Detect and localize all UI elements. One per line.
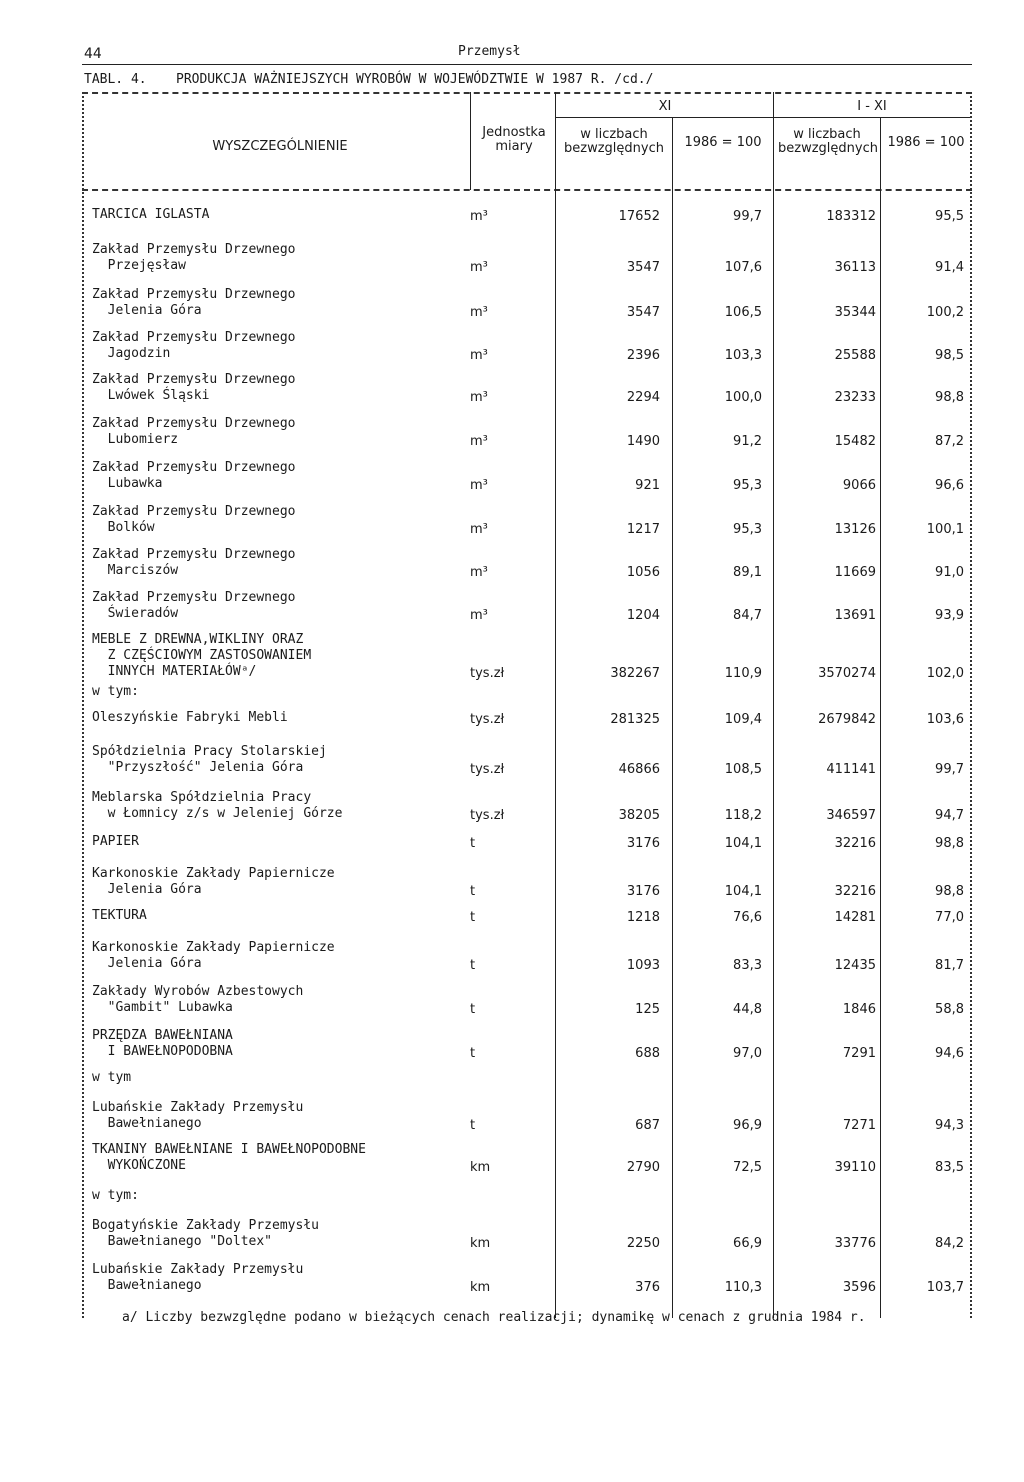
row-xi-dynamics: 103,3 xyxy=(724,348,762,363)
row-cumulative-absolute: 411141 xyxy=(826,762,876,777)
row-unit: m³ xyxy=(470,260,488,275)
table-caption-label: TABL. 4. xyxy=(84,72,147,87)
row-cumulative-absolute: 3570274 xyxy=(818,666,876,681)
row-xi-dynamics: 76,6 xyxy=(733,910,762,925)
col-sep-desc xyxy=(470,92,471,190)
row-unit: tys.zł xyxy=(470,666,505,681)
row-cumulative-dynamics: 100,2 xyxy=(926,305,964,320)
row-cumulative-dynamics: 91,0 xyxy=(935,565,964,580)
table-row xyxy=(0,790,1024,834)
table-row xyxy=(0,460,1024,504)
row-unit: tys.zł xyxy=(470,762,505,777)
row-unit: t xyxy=(470,1002,476,1017)
row-unit: m³ xyxy=(470,434,488,449)
row-xi-absolute: 1093 xyxy=(626,958,660,973)
row-xi-absolute: 382267 xyxy=(610,666,660,681)
table-row xyxy=(0,547,1024,591)
row-xi-absolute: 281325 xyxy=(610,712,660,727)
row-xi-absolute: 2790 xyxy=(626,1160,660,1175)
row-unit: m³ xyxy=(470,348,488,363)
row-cumulative-dynamics: 77,0 xyxy=(935,910,964,925)
row-xi-dynamics: 110,9 xyxy=(724,666,762,681)
row-label: Zakład Przemysłu Drzewnego Lubomierz xyxy=(92,416,296,447)
row-cumulative-dynamics: 103,6 xyxy=(926,712,964,727)
row-unit: t xyxy=(470,910,476,925)
row-xi-dynamics: 89,1 xyxy=(733,565,762,580)
row-unit: t xyxy=(470,884,476,899)
row-xi-dynamics: 107,6 xyxy=(724,260,762,275)
row-xi-absolute: 376 xyxy=(635,1280,660,1295)
row-label: Zakład Przemysłu Drzewnego Lubawka xyxy=(92,460,296,491)
table-row xyxy=(0,1142,1024,1186)
header-unit: Jednostka miary xyxy=(482,125,546,154)
row-xi-absolute: 921 xyxy=(635,478,660,493)
row-unit: t xyxy=(470,836,476,851)
row-cumulative-absolute: 12435 xyxy=(834,958,876,973)
footnote: a/ Liczby bezwzględne podano w bieżących cenach realizacji; dynamikę w cenach z grudnia 1984 r. xyxy=(122,1310,866,1325)
row-xi-dynamics: 83,3 xyxy=(733,958,762,973)
table-row xyxy=(0,416,1024,460)
row-cumulative-dynamics: 87,2 xyxy=(935,434,964,449)
row-cumulative-dynamics: 103,7 xyxy=(926,1280,964,1295)
row-unit: m³ xyxy=(470,209,488,224)
row-xi-absolute: 17652 xyxy=(618,209,660,224)
row-cumulative-dynamics: 99,7 xyxy=(935,762,964,777)
row-label: Zakład Przemysłu Drzewnego Przejęsław xyxy=(92,242,296,273)
header-top-rule xyxy=(82,92,972,94)
row-unit: t xyxy=(470,1046,476,1061)
row-xi-absolute: 3547 xyxy=(626,260,660,275)
period-rule xyxy=(556,117,970,118)
row-xi-dynamics: 95,3 xyxy=(733,478,762,493)
row-label: Zakład Przemysłu Drzewnego Jagodzin xyxy=(92,330,296,361)
row-cumulative-dynamics: 81,7 xyxy=(935,958,964,973)
row-label: TKANINY BAWEŁNIANE I BAWEŁNOPODOBNE WYKOŃCZONE xyxy=(92,1142,366,1173)
row-cumulative-absolute: 33776 xyxy=(834,1236,876,1251)
row-cumulative-absolute: 13691 xyxy=(834,608,876,623)
row-xi-dynamics: 95,3 xyxy=(733,522,762,537)
header-dyn-cum: 1986 = 100 xyxy=(887,135,965,150)
row-label: PRZĘDZA BAWEŁNIANA I BAWEŁNOPODOBNA xyxy=(92,1028,233,1059)
row-label: Lubańskie Zakłady Przemysłu Bawełnianego xyxy=(92,1262,304,1293)
table-row xyxy=(0,940,1024,984)
row-label: Oleszyńskie Fabryki Mebli xyxy=(92,710,288,725)
row-cumulative-absolute: 7271 xyxy=(842,1118,876,1133)
table-row xyxy=(0,504,1024,548)
row-label: Karkonoskie Zakłady Papiernicze Jelenia Góra xyxy=(92,866,335,897)
row-cumulative-dynamics: 98,8 xyxy=(935,390,964,405)
table-row xyxy=(0,242,1024,286)
row-unit: m³ xyxy=(470,565,488,580)
row-cumulative-absolute: 39110 xyxy=(834,1160,876,1175)
row-cumulative-dynamics: 98,8 xyxy=(935,884,964,899)
row-xi-dynamics: 97,0 xyxy=(733,1046,762,1061)
row-xi-dynamics: 66,9 xyxy=(733,1236,762,1251)
row-cumulative-dynamics: 95,5 xyxy=(935,209,964,224)
table-row xyxy=(0,866,1024,910)
header-dyn-xi: 1986 = 100 xyxy=(684,135,762,150)
table-row xyxy=(0,632,1024,681)
row-cumulative-absolute: 35344 xyxy=(834,305,876,320)
row-xi-absolute: 1056 xyxy=(626,565,660,580)
row-cumulative-absolute: 2679842 xyxy=(818,712,876,727)
row-cumulative-absolute: 15482 xyxy=(834,434,876,449)
row-unit: km xyxy=(470,1280,491,1295)
row-xi-absolute: 3547 xyxy=(626,305,660,320)
row-label: Bogatyńskie Zakłady Przemysłu Bawełnianego "Doltex" xyxy=(92,1218,319,1249)
row-xi-absolute: 3176 xyxy=(626,884,660,899)
table-row xyxy=(0,330,1024,374)
row-label: MEBLE Z DREWNA,WIKLINY ORAZ Z CZĘŚCIOWYM ZASTOSOWANIEM INNYCH MATERIAŁÓWᵃ/ xyxy=(92,632,312,679)
row-xi-dynamics: 108,5 xyxy=(724,762,762,777)
row-cumulative-dynamics: 58,8 xyxy=(935,1002,964,1017)
row-label: Zakład Przemysłu Drzewnego Bolków xyxy=(92,504,296,535)
table-row xyxy=(0,984,1024,1028)
row-cumulative-dynamics: 83,5 xyxy=(935,1160,964,1175)
row-unit: km xyxy=(470,1236,491,1251)
row-label: TEKTURA xyxy=(92,908,147,923)
row-xi-dynamics: 100,0 xyxy=(724,390,762,405)
table-row xyxy=(0,1218,1024,1262)
row-label: w tym: xyxy=(92,684,139,699)
row-cumulative-dynamics: 91,4 xyxy=(935,260,964,275)
row-unit: tys.zł xyxy=(470,712,505,727)
row-xi-absolute: 1218 xyxy=(626,910,660,925)
row-xi-absolute: 2250 xyxy=(626,1236,660,1251)
row-unit: m³ xyxy=(470,478,488,493)
row-xi-absolute: 2294 xyxy=(626,390,660,405)
row-label: Lubańskie Zakłady Przemysłu Bawełnianego xyxy=(92,1100,304,1131)
row-label: Zakład Przemysłu Drzewnego Jelenia Góra xyxy=(92,287,296,318)
row-xi-absolute: 2396 xyxy=(626,348,660,363)
row-cumulative-absolute: 13126 xyxy=(834,522,876,537)
row-cumulative-dynamics: 94,7 xyxy=(935,808,964,823)
row-unit: km xyxy=(470,1160,491,1175)
table-row xyxy=(0,1100,1024,1144)
row-unit: t xyxy=(470,958,476,973)
row-xi-absolute: 1204 xyxy=(626,608,660,623)
row-cumulative-dynamics: 94,3 xyxy=(935,1118,964,1133)
row-cumulative-dynamics: 98,8 xyxy=(935,836,964,851)
row-label: Spółdzielnia Pracy Stolarskiej "Przyszłość" Jelenia Góra xyxy=(92,744,327,775)
row-xi-dynamics: 104,1 xyxy=(724,884,762,899)
table-row xyxy=(0,744,1024,788)
row-label: TARCICA IGLASTA xyxy=(92,207,210,222)
row-label: Zakłady Wyrobów Azbestowych "Gambit" Lubawka xyxy=(92,984,304,1015)
row-xi-dynamics: 96,9 xyxy=(733,1118,762,1133)
row-label: Karkonoskie Zakłady Papiernicze Jelenia Góra xyxy=(92,940,335,971)
table-row xyxy=(0,1262,1024,1306)
row-unit: m³ xyxy=(470,390,488,405)
row-label: Zakład Przemysłu Drzewnego Świeradów xyxy=(92,590,296,621)
row-xi-absolute: 46866 xyxy=(618,762,660,777)
section-title: Przemysł xyxy=(458,44,521,59)
row-xi-absolute: 125 xyxy=(635,1002,660,1017)
row-unit: tys.zł xyxy=(470,808,505,823)
row-label: w tym xyxy=(92,1070,132,1085)
row-label: Meblarska Spółdzielnia Pracy w Łomnicy z/s w Jeleniej Górze xyxy=(92,790,343,821)
row-cumulative-absolute: 7291 xyxy=(842,1046,876,1061)
row-cumulative-dynamics: 94,6 xyxy=(935,1046,964,1061)
row-cumulative-dynamics: 100,1 xyxy=(926,522,964,537)
row-cumulative-absolute: 9066 xyxy=(842,478,876,493)
table-row xyxy=(0,1028,1024,1072)
row-xi-dynamics: 104,1 xyxy=(724,836,762,851)
row-cumulative-absolute: 25588 xyxy=(834,348,876,363)
row-cumulative-absolute: 3596 xyxy=(842,1280,876,1295)
header-abs-xi: w liczbach bezwzględnych xyxy=(564,127,664,156)
header-bottom-rule xyxy=(82,189,972,191)
top-rule xyxy=(82,64,972,65)
row-cumulative-absolute: 32216 xyxy=(834,836,876,851)
row-cumulative-dynamics: 96,6 xyxy=(935,478,964,493)
row-cumulative-absolute: 1846 xyxy=(842,1002,876,1017)
header-period-cumulative: I - XI xyxy=(857,99,887,114)
table-row xyxy=(0,372,1024,416)
row-xi-absolute: 3176 xyxy=(626,836,660,851)
row-cumulative-dynamics: 102,0 xyxy=(926,666,964,681)
row-xi-absolute: 687 xyxy=(635,1118,660,1133)
row-xi-dynamics: 91,2 xyxy=(733,434,762,449)
row-unit: m³ xyxy=(470,305,488,320)
row-label: PAPIER xyxy=(92,834,139,849)
table-row xyxy=(0,287,1024,331)
row-unit: t xyxy=(470,1118,476,1133)
row-cumulative-absolute: 36113 xyxy=(834,260,876,275)
header-description: WYSZCZEGÓLNIENIE xyxy=(212,139,348,154)
row-xi-absolute: 688 xyxy=(635,1046,660,1061)
row-xi-dynamics: 109,4 xyxy=(724,712,762,727)
row-xi-dynamics: 99,7 xyxy=(733,209,762,224)
page-number: 44 xyxy=(84,46,102,62)
row-xi-absolute: 1217 xyxy=(626,522,660,537)
row-label: Zakład Przemysłu Drzewnego Marciszów xyxy=(92,547,296,578)
row-cumulative-dynamics: 84,2 xyxy=(935,1236,964,1251)
row-unit: m³ xyxy=(470,608,488,623)
row-xi-dynamics: 84,7 xyxy=(733,608,762,623)
header-period-month: XI xyxy=(658,99,672,114)
row-cumulative-absolute: 346597 xyxy=(826,808,876,823)
row-label: w tym: xyxy=(92,1188,139,1203)
row-cumulative-absolute: 23233 xyxy=(834,390,876,405)
row-cumulative-absolute: 14281 xyxy=(834,910,876,925)
header-abs-cum: w liczbach bezwzględnych xyxy=(778,127,878,156)
row-cumulative-absolute: 11669 xyxy=(834,565,876,580)
row-xi-absolute: 38205 xyxy=(618,808,660,823)
row-cumulative-dynamics: 98,5 xyxy=(935,348,964,363)
row-xi-absolute: 1490 xyxy=(626,434,660,449)
row-cumulative-absolute: 183312 xyxy=(826,209,876,224)
row-xi-dynamics: 118,2 xyxy=(724,808,762,823)
row-unit: m³ xyxy=(470,522,488,537)
row-cumulative-dynamics: 93,9 xyxy=(935,608,964,623)
table-caption-text: PRODUKCJA WAŻNIEJSZYCH WYROBÓW W WOJEWÓDZTWIE W 1987 R. /cd./ xyxy=(176,72,654,87)
row-label: Zakład Przemysłu Drzewnego Lwówek Śląski xyxy=(92,372,296,403)
row-xi-dynamics: 72,5 xyxy=(733,1160,762,1175)
row-xi-dynamics: 106,5 xyxy=(724,305,762,320)
table-row xyxy=(0,590,1024,634)
row-xi-dynamics: 110,3 xyxy=(724,1280,762,1295)
row-cumulative-absolute: 32216 xyxy=(834,884,876,899)
row-xi-dynamics: 44,8 xyxy=(733,1002,762,1017)
